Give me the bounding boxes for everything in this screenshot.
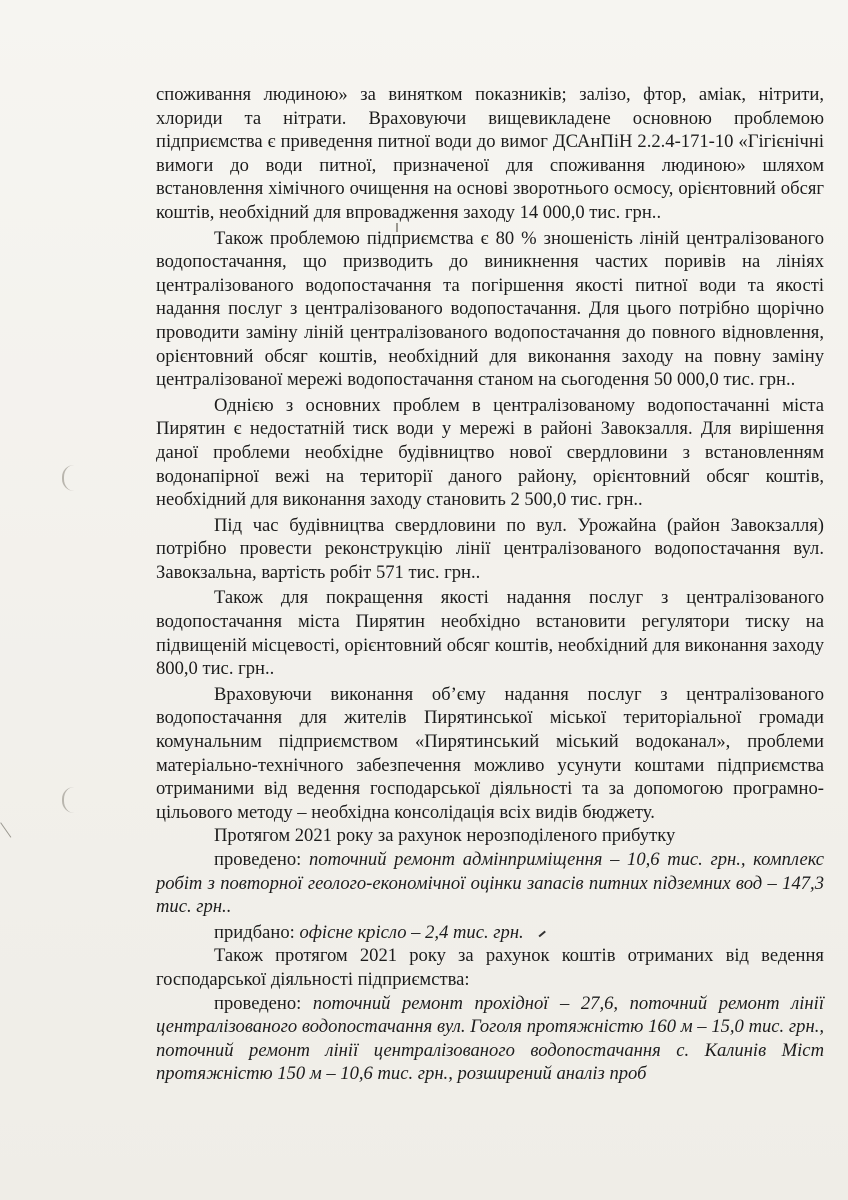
purchased-details: офісне крісло – 2,4 тис. грн. [299, 921, 524, 943]
paragraph-pressure-regulators: Також для покращення якості надання послуг з централізованого водопостачання міста Пирятин необхідно встановити регулятори тиску на підвищеній місцевості, орієнтовний обсяг коштів, необхідний для виконання заходу 800,0 тис. грн.. [156, 587, 824, 680]
paragraph-network-wear: Також проблемою підприємства є 80 % зношеність ліній централізованого водопостачання, що призводить до виникнення частих поривів на лініях централізованого водопостачання та погіршення якості питної води та якості надання послуг з централізованого водопостачання. Для цього потрібно щорічно проводити заміну ліній централізованого водопостачання до повного відновлення, орієнтовний обсяг коштів, необхідний для виконання заходу на повну заміну централізованої мережі водопостачання станом на сьогодення 50 000,0 тис. грн.. [156, 227, 824, 391]
paragraph-retained-profit: Протягом 2021 року за рахунок нерозподіленого прибутку [214, 825, 676, 847]
ink-slash-mark [538, 930, 545, 936]
carried-out-business-details: поточний ремонт прохідної – 27,6, поточний ремонт лінії централізованого водопостачання вул. Гоголя протяжністю 160 м – 15,0 тис. грн., поточний ремонт лінії централізованого водопостачання с. Калинів Міст протяжністю 150 м – 10,6 тис. грн., розширений аналіз проб [156, 992, 824, 1085]
paragraph-water-quality: споживання людиною» за винятком показників; залізо, фтор, аміак, нітрити, хлориди та нітрати. Враховуючи вищевикладене основною проблемою підприємства є приведення питної води до вимог ДСАнПіН 2.2.4-171-10 «Гігієнічні вимоги до води питної, призначеної для споживання людиною» шляхом встановлення хімічного очищення на основі зворотнього осмосу, орієнтовний обсяг коштів, необхідний для впровадження заходу 14 000,0 тис. грн.. [156, 84, 824, 223]
punch-hole-mark-top [62, 465, 78, 491]
paragraph-carried-out-business [156, 992, 824, 1086]
pencil-edge-mark [0, 814, 23, 837]
purchased-label: придбано: [214, 921, 300, 943]
paragraph-funding-sources: Враховуючи виконання об’єму надання послуг з централізованого водопостачання для жителів Пирятинської міської територіальної громади комунальним підприємством «Пирятинський міський водоканал», проблеми матеріально-технічного забезпечення можливо усунути коштами підприємства отриманими від ведення господарської діяльності та за допомогою програмно-цільового методу – необхідна консолідація всіх видів бюджету. [156, 683, 824, 823]
paragraph-business-activity: Також протягом 2021 року за рахунок коштів отриманих від ведення господарської діяльності підприємства: [156, 945, 824, 990]
paragraph-purchased [156, 921, 824, 945]
paragraph-carried-out-profit [156, 848, 824, 919]
carried-out-business-label: проведено: [214, 992, 313, 1014]
carried-out-details: поточний ремонт адмінприміщення – 10,6 тис. грн., комплекс робіт з повторної геолого-економічної оцінки запасів питних підземних вод – 147,3 тис. грн.. [156, 849, 824, 918]
paragraph-low-pressure: Однією з основних проблем в централізованому водопостачанні міста Пирятин є недостатній тиск води у мережі в районі Завокзалля. Для вирішення даної проблеми необхідне будівництво нової свердловини з встановленням водонапірної вежі на території даного району, орієнтовний обсяг коштів, необхідний для виконання заходу становить 2 500,0 тис. грн.. [156, 394, 824, 511]
document-body [156, 83, 824, 1086]
paragraph-well-construction: Під час будівництва свердловини по вул. Урожайна (район Завокзалля) потрібно провести реконструкцію лінії централізованого водопостачання вул. Завокзальна, вартість робіт 571 тис. грн.. [156, 514, 824, 583]
punch-hole-mark-bottom [62, 787, 78, 813]
carried-out-label: проведено: [214, 849, 309, 870]
